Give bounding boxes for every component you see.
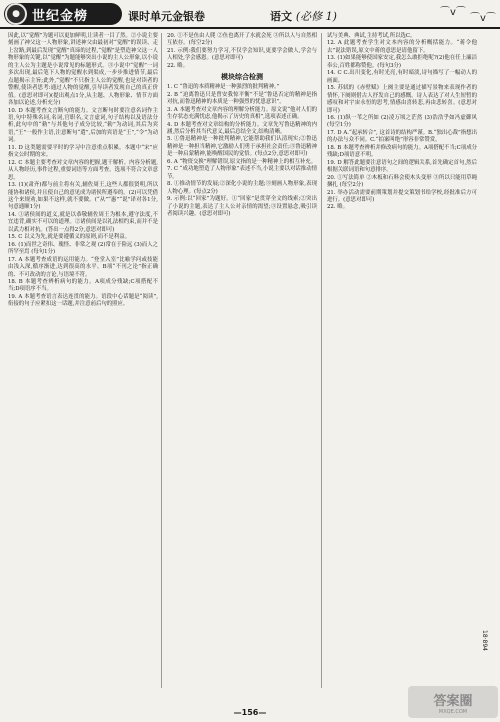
answer-item: 18. B 本题考查辨析并修改病句的能力。A项搭配不当;C项成分残缺;D项语意不明。	[327, 144, 477, 159]
answer-item: 7. C “成功地塑造了人物形象”表述不当,小说主要以对话推动情节。	[167, 166, 317, 180]
answer-item: 17. A 本题考查成语的运用能力。“登堂入室”比喻学问或技能由浅入深,循序渐进,达到很高的水平。B项“不刊之论”指正确的、不可改动的言论,与语境不符。	[8, 256, 158, 278]
answer-item: 8. ①推动情节的发展;②深化小说的主题;③刻画人物形象,表现人物心理。(每点2分)	[167, 181, 317, 195]
subject-title	[270, 8, 337, 24]
answer-item: 13. (1)(肃齐)都与前主将有关,辅佐周王,这些人都很贤明,所以能协和诸侯,并且使自己的意见成为诸侯所遵奉的。(2)可以凭借这个来规劝,如果不这样,就不要做。(“从”“惠”“说”译对各1分,句意通顺1分)	[8, 182, 158, 211]
brand-name: 世纪金榜	[32, 8, 89, 24]
answer-column-right	[327, 33, 477, 212]
module-test-answers	[167, 84, 317, 218]
column-divider	[161, 33, 162, 688]
answer-item: 20. ①写法简单 ②木板和石料会使木头变形 ③所以只能用草绳捆扎 (每空2分)	[327, 174, 477, 189]
answer-item: 1. C “鲁迅的本质精神是一种强烈的批判精神。”	[167, 84, 280, 91]
globe-icon: ●	[5, 3, 27, 25]
answer-item: 6. A “物资交换”理解错误,原文指的是一种精神上的相互补充。	[167, 158, 317, 165]
answer-item: 19. D 解答此题要注意语句之间的逻辑关系,首先确定首句,然后根据关联词语和句意排序。	[327, 159, 477, 174]
answer-item: 9. 示例:以“回家”为题好。①“回家”是贯穿全文的线索;②突出了小说的主题,表达了主人公对亲情的渴望;③设置悬念,吸引读者阅读兴趣。(意思对即可)	[167, 196, 317, 217]
answer-item: 13. (1)如果能够使国家安定,我怎么敢拒绝呢?(2)他在任上廉洁奉公,百姓都称赞他。(每句3分)	[327, 55, 477, 69]
answer-item: 12. C 本题主要考查对文章内容的把握,题干解析。内容分析题,从人物经历,事件过程,重要词语等方面考查。选项不符合文章意思。	[8, 159, 158, 181]
header-rule	[0, 27, 500, 29]
answer-item: 22. 略。	[327, 204, 349, 211]
book-volume: (必修 1)	[295, 10, 337, 23]
bird-icon: ⌒v⌒	[470, 13, 496, 24]
answer-item: 21. 示例:我们要努力学习,不仅学会知识,更要学会做人,学会与人相处,学会感恩。(意思对即可)	[167, 47, 317, 62]
series-title: 课时单元金银卷	[128, 10, 205, 23]
answer-item: 21. 举办活动需要前期策划并提交策划书给学校,经批准后方可进行。(意思对即可)	[327, 189, 477, 203]
answer-column-middle	[167, 33, 317, 218]
page-number: —156—	[233, 708, 267, 717]
answer-item: 20. ①不是鱼由人爬 ②鱼也离开了水就会死 ③所以人与自然相互依存。(每空2分)	[167, 33, 317, 47]
previous-unit-answers	[167, 33, 317, 70]
bird-icon: ⌒v⌒	[440, 7, 466, 18]
brand-logo	[4, 3, 122, 25]
page-header	[0, 0, 500, 30]
answer-item: 10. D 本题考查文言断句的能力。文言断句时要注意名词作主语,句中特殊名词,名词,官职名,文言虚词,句子结构以及语法分析,此句中的“勅”与其他句子成分比较,“勅”为动词,其后为宾语,“王”一般作主语,注意断句“遣”,后加的宾语是“王”,“令”为动词。	[8, 107, 158, 144]
answer-column-left	[8, 33, 158, 309]
answer-item: 5. ①鲁迅精神是一种批判精神,它能帮助我们认清现实;②鲁迅精神是一种担当精神,它激励人们勇于承担社会责任;③鲁迅精神是一种启蒙精神,能唤醒国民的觉悟。(每点2分,意思对即可)	[167, 136, 317, 158]
answer-item: 22. 略。	[167, 62, 189, 69]
answer-item: 14. C C.出川变化,有时光亮,有时暗淡,诗句描写了一幅动人的画面。	[327, 70, 477, 84]
answer-item: 因此,以“觉醒”为题可以更加鲜明,让读者一目了然。②小说主要刻画了神父这一人物形象,讲述神父由最初对“觉醒”的误读、走上岔路,到最后发现“觉醒”真谛的过程,“觉醒”是塑造神父这一人物形象的关键,以“觉醒”为题能够突出小说的主人公形象,以小说的主人公为主题是小说常见的标题形式。③小说中“觉醒”一词多次出现,最后笔下人物的觉醒水到渠成,一步步推进情节,最后点题揭示主旨;此外,“觉醒”不只指主人公的觉醒,也是对读者的警醒,使读者思考:通过人物的觉醒,引导读者发现自己的真正价值。(意思对即可)(提出观点1分,从主题、人物形象、情节方面各加以论述,分析充分)	[8, 33, 158, 107]
answer-item: 15. C 以义为先,就是要遵循义的原则,而不是利益。	[8, 234, 130, 241]
watermark-stamp	[408, 686, 498, 718]
answer-item: 11. D 这类题需要平时的学习中注意重点积累。本题中“宋”应指文公时期的宋。	[8, 144, 158, 159]
answer-item: 15. 苏轼的《赤壁赋》上阕主要是通过描写景物来表现作者的情怀,下阕则借古人抒发自己的感慨。诗人表达了对人生短暂的感叹和对宇宙永恒的思考,情感由喜转悲,再由悲转喜。(意思对即可)	[327, 85, 477, 114]
watermark-url: MXQE.COM	[438, 708, 468, 715]
column-divider	[321, 33, 322, 688]
answer-item: 16. (1)纵一苇之所如 (2)凌万顷之茫然 (3)浩浩乎如冯虚御风 (每空1分)	[327, 114, 477, 129]
answer-item: 16. (1)而世之奇伟、瑰怪、非常之观 (2)常在于险远 (3)而人之所罕至焉 (每句1分)	[8, 241, 158, 256]
answer-item: 12. A 此题考查学生对文本内容的分析概括能力。“蒋令他去”说法错误,原文中蒋的意思是请他留下。	[327, 40, 477, 54]
answer-item: 19. A 本题考查语言表达连贯的能力。语段中心话题是“阅读”,衔接的句子应紧扣这一话题,并注意前后句的照应。	[8, 293, 158, 308]
answer-item: 18. B 本题考查辨析病句的能力。A项成分残缺;C项搭配不当;D项语序不当。	[8, 278, 158, 293]
answer-item: 4. D 本题考查对文章结构的分析能力。文章先写鲁迅精神的内涵,然后分析其当代意义,最后总结全文,结构清晰。	[167, 121, 317, 135]
subject-name: 语文	[270, 10, 292, 23]
side-code: 18·894	[481, 630, 488, 651]
answer-item: 17. D A.“起承转合”, 这首诗的结构严谨。B.“独出心裁”指想出的办法与众不同。C.“拍案叫绝”形容非常赞赏。	[327, 129, 477, 144]
answer-item: 试与美典、典试,主持考试,所以选C。	[327, 33, 416, 39]
section-title: 模块综合检测	[221, 73, 263, 82]
answer-item: 3. A 本题考查对文章内容的理解分析能力。原文说“他对人们的生存状态充满忧虑,他揭示了历史的真相”,选项表述正确。	[167, 106, 317, 121]
answer-item: 2. B “迫离鲁迅只是曾安我惊平衡”不是“鲁迅否定的精神是指对抗,而鲁迅精神的本质是一种强烈的忧患意识”。	[167, 91, 317, 106]
watermark-text: 答案圈	[433, 693, 473, 709]
answer-item: 14. ①诸侯间的道义,就是以恭敬辅佐周王为根本,遵守法度,不宜违背,确实不可以的道理。②诸侯间是以礼法相约束,而并不是以武力相对抗。(答出一点得2分,意思对即可)	[8, 211, 158, 233]
